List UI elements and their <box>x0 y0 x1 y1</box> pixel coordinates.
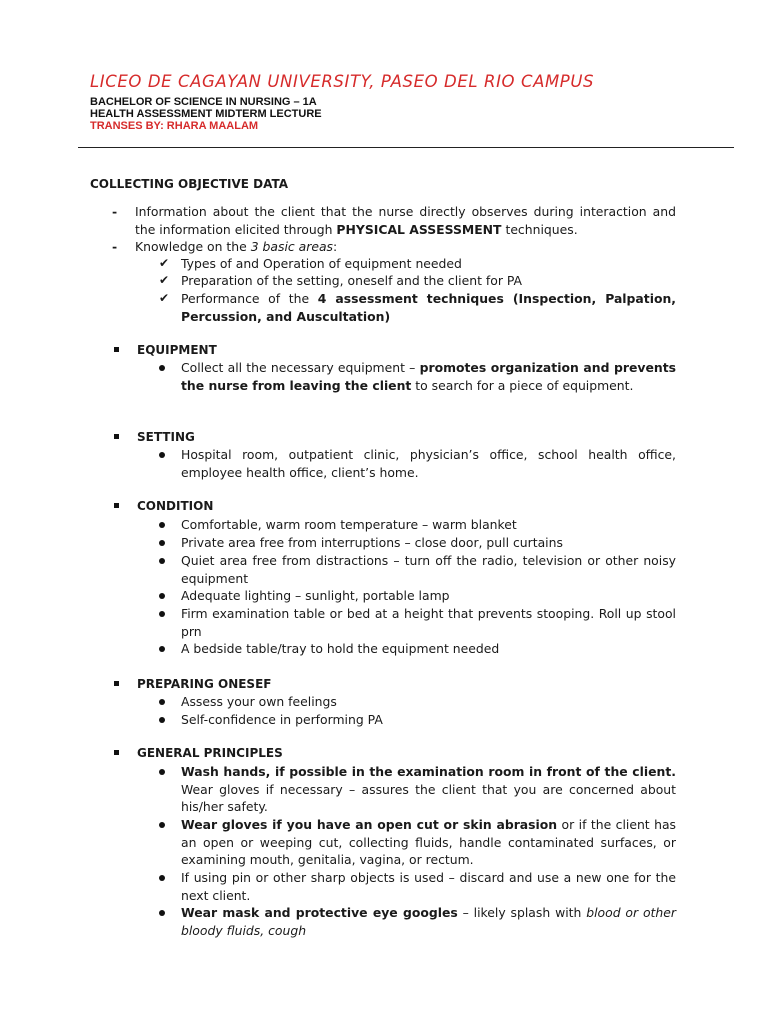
principle-bold: Wear gloves if you have an open cut or skin abrasion <box>181 817 558 832</box>
square-bullet-icon <box>114 347 119 352</box>
equipment-text-end: to search for a piece of equipment. <box>411 377 634 393</box>
principle-item-2 <box>181 816 676 869</box>
square-bullet-icon <box>114 681 119 686</box>
preparing-heading: PREPARING ONESEF <box>137 677 272 691</box>
principle-item-4 <box>181 904 676 939</box>
intro-text-end: techniques. <box>501 221 578 237</box>
preparing-item: Self-confidence in performing PA <box>181 712 383 727</box>
bullet-icon <box>159 365 165 371</box>
checkmark-icon: ✔ <box>159 256 170 270</box>
square-bullet-icon <box>114 434 119 439</box>
check-item-1: Types of and Operation of equipment needed <box>181 256 462 271</box>
condition-item: Firm examination table or bed at a height that prevents stooping. Roll up stool prn <box>181 606 676 639</box>
equipment-text: Collect all the necessary equipment – <box>181 360 420 375</box>
dash-marker: - <box>112 204 118 219</box>
equipment-bold: promotes organization and prevents the nurse from leaving the client <box>181 360 677 393</box>
bullet-icon <box>159 646 165 652</box>
intro-bold: PHYSICAL ASSESSMENT <box>336 221 502 237</box>
checkmark-icon: ✔ <box>159 291 170 305</box>
bullet-icon <box>159 593 165 599</box>
square-bullet-icon <box>114 503 119 508</box>
bullet-icon <box>159 452 165 458</box>
intro-paragraph-2 <box>135 238 676 256</box>
bullet-icon <box>159 522 165 528</box>
intro-text-end: : <box>333 239 338 254</box>
bullet-icon <box>159 540 165 546</box>
condition-item: Private area free from interruptions – close door, pull curtains <box>181 535 563 550</box>
principles-heading: GENERAL PRINCIPLES <box>137 746 283 760</box>
bullet-icon <box>159 910 165 916</box>
condition-item: Comfortable, warm room temperature – warm blanket <box>181 517 517 532</box>
check-bold: 4 assessment techniques (Inspection, Palpation, Percussion, and Auscultation) <box>181 291 676 324</box>
check-text: Performance of the <box>181 291 318 306</box>
principle-item-1 <box>181 763 676 816</box>
bullet-icon <box>159 769 165 775</box>
equipment-item <box>181 359 676 394</box>
square-bullet-icon <box>114 750 119 755</box>
subject-line: HEALTH ASSESSMENT MIDTERM LECTURE <box>90 108 322 120</box>
check-item-2: Preparation of the setting, oneself and the client for PA <box>181 273 523 288</box>
bullet-icon <box>159 558 165 564</box>
principle-bold: Wash hands, if possible in the examination room in front of the client. <box>181 764 676 779</box>
preparing-item: Assess your own feelings <box>181 694 337 709</box>
intro-paragraph-1 <box>135 203 676 238</box>
intro-italic: 3 basic areas <box>250 239 333 254</box>
condition-item: A bedside table/tray to hold the equipment needed <box>181 641 500 656</box>
principle-italic: blood or other bloody fluids, cough <box>181 905 676 938</box>
condition-heading: CONDITION <box>137 499 214 513</box>
bullet-icon <box>159 822 165 828</box>
principle-text: – likely splash with <box>457 905 587 920</box>
setting-heading: SETTING <box>137 430 195 444</box>
university-title: LICEO DE CAGAYAN UNIVERSITY, PASEO DEL RIO CAMPUS <box>90 72 595 91</box>
check-item-3 <box>181 290 676 325</box>
bullet-icon <box>159 699 165 705</box>
principle-text: Wear gloves if necessary – assures the client that you are concerned about his/her safety. <box>181 781 676 814</box>
intro-text: Information about the client that the nurse directly observes during interaction and the information elicited through <box>135 204 676 237</box>
bullet-icon <box>159 611 165 617</box>
principle-item-3: If using pin or other sharp objects is used – discard and use a new one for the next client. <box>181 870 676 903</box>
dash-marker: - <box>112 239 118 254</box>
principle-text: or if the client has an open or weeping cut, collecting fluids, handle contaminated surfaces, or examining mouth, genitalia, vagina, or rectum. <box>181 817 676 867</box>
principle-bold: Wear mask and protective eye googles <box>181 905 458 920</box>
checkmark-icon: ✔ <box>159 273 170 287</box>
header-divider <box>78 147 734 148</box>
setting-item: Hospital room, outpatient clinic, physician’s office, school health office, employee health office, client’s home. <box>181 447 676 480</box>
transes-line: TRANSES BY: RHARA MAALAM <box>90 120 259 132</box>
condition-item: Adequate lighting – sunlight, portable lamp <box>181 588 450 603</box>
condition-item: Quiet area free from distractions – turn off the radio, television or other noisy equipment <box>181 553 676 586</box>
bullet-icon <box>159 875 165 881</box>
section-title: COLLECTING OBJECTIVE DATA <box>90 177 289 191</box>
course-line: BACHELOR OF SCIENCE IN NURSING – 1A <box>90 96 317 108</box>
bullet-icon <box>159 717 165 723</box>
equipment-heading: EQUIPMENT <box>137 343 217 357</box>
intro-text: Knowledge on the <box>135 239 251 254</box>
